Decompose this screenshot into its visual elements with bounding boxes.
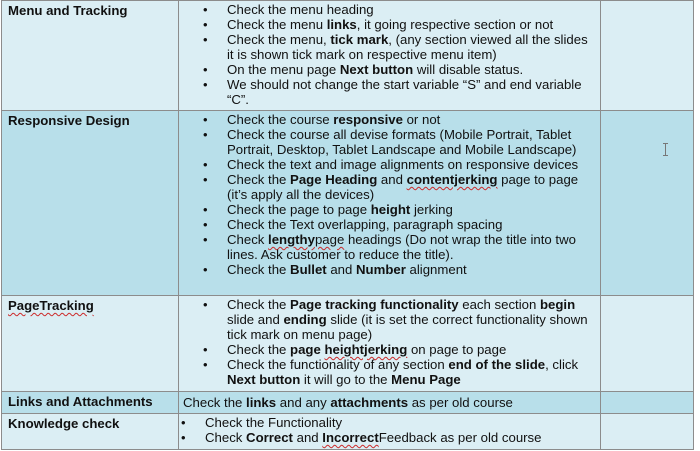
- table-row: [2, 1, 694, 111]
- list-item: • Check lengthypage headings (Do not wrap the title into two lines. Ask customer to reduce the title).: [227, 232, 594, 262]
- list-item: • Check the text and image alignments on responsive devices: [227, 157, 594, 172]
- row-checklist: [179, 1, 601, 111]
- list-item: • Check the page to page height jerking: [227, 202, 594, 217]
- bold-text: responsive: [333, 112, 403, 127]
- empty-cell: [601, 296, 694, 392]
- bold-text: attachments: [330, 395, 409, 410]
- bold-text: begin: [539, 297, 576, 312]
- bullet-list: [183, 2, 594, 107]
- row-checklist: [179, 111, 601, 296]
- row-title-text: PageTracking: [8, 298, 94, 313]
- row-text: Check the links and any attachments as per old course: [183, 395, 513, 410]
- text-cursor-icon: [665, 143, 666, 156]
- bold-misspelled-text: heightjerking: [324, 342, 408, 357]
- row-checklist: [179, 392, 601, 414]
- table-row: [2, 296, 694, 392]
- bold-text: Page tracking functionality: [290, 297, 459, 312]
- bullet-list: [183, 112, 594, 277]
- empty-cell: [601, 111, 694, 296]
- bold-text: Bullet: [290, 262, 327, 277]
- bold-text: Number: [356, 262, 406, 277]
- bold-text: Page Heading: [290, 172, 378, 187]
- list-item: • We should not change the start variable “S” and end variable “C”.: [227, 77, 594, 107]
- bold-text: Next button: [227, 372, 301, 387]
- bold-text: page: [290, 342, 325, 357]
- row-title: Menu and Tracking: [2, 1, 179, 111]
- bold-text: Menu Page: [391, 372, 461, 387]
- bold-text: Correct: [246, 430, 293, 445]
- row-title: [2, 296, 179, 392]
- list-item: • Check the Page Heading and contentjerking page to page (it’s apply all the devices): [227, 172, 594, 202]
- bold-text: Next button: [339, 62, 414, 77]
- row-title: Responsive Design: [2, 111, 179, 296]
- list-item: • Check the Bullet and Number alignment: [227, 262, 594, 277]
- list-item: • On the menu page Next button will disable status.: [227, 62, 594, 77]
- misspelled-text: page: [314, 232, 345, 247]
- list-item: • Check the Functionality: [205, 415, 594, 430]
- bold-text: height: [370, 202, 411, 217]
- bullet-list: [183, 415, 594, 445]
- bold-misspelled-text: lengthy: [268, 232, 315, 247]
- bold-text: tick mark: [330, 32, 389, 47]
- row-checklist: [179, 414, 601, 450]
- qa-checklist-table: [1, 0, 694, 450]
- table-row: [2, 111, 694, 296]
- list-item: • Check the page heightjerking on page to page: [227, 342, 594, 357]
- list-item: • Check the Text overlapping, paragraph spacing: [227, 217, 594, 232]
- bold-text: links: [246, 395, 277, 410]
- bullet-list: [183, 297, 594, 387]
- list-item: • Check the menu, tick mark, (any section viewed all the slides it is shown tick mark on respective menu item): [227, 32, 594, 62]
- bold-text: links: [326, 17, 357, 32]
- empty-cell: [601, 1, 694, 111]
- list-item: • Check the functionality of any section end of the slide, click Next button it will go to the Menu Page: [227, 357, 594, 387]
- row-title: Links and Attachments: [2, 392, 179, 414]
- list-item: • Check the course responsive or not: [227, 112, 594, 127]
- table-row: [2, 392, 694, 414]
- list-item: • Check the Page tracking functionality each section begin slide and ending slide (it is set the correct functionality shown tick mark on menu page): [227, 297, 594, 342]
- bold-text: ending: [283, 312, 327, 327]
- list-item: • Check Correct and IncorrectFeedback as per old course: [205, 430, 594, 445]
- list-item: • Check the course all devise formats (Mobile Portrait, Tablet Portrait, Desktop, Tablet Landscape and Mobile Landscape): [227, 127, 594, 157]
- bold-text: end of the slide: [448, 357, 546, 372]
- empty-cell: [601, 414, 694, 450]
- row-checklist: [179, 296, 601, 392]
- bold-misspelled-text: contentjerking: [406, 172, 498, 187]
- empty-cell: [601, 392, 694, 414]
- row-title: Knowledge check: [2, 414, 179, 450]
- table-row: [2, 414, 694, 450]
- list-item: • Check the menu links, it going respective section or not: [227, 17, 594, 32]
- bold-misspelled-text: Incorrect: [322, 430, 379, 445]
- list-item: • Check the menu heading: [227, 2, 594, 17]
